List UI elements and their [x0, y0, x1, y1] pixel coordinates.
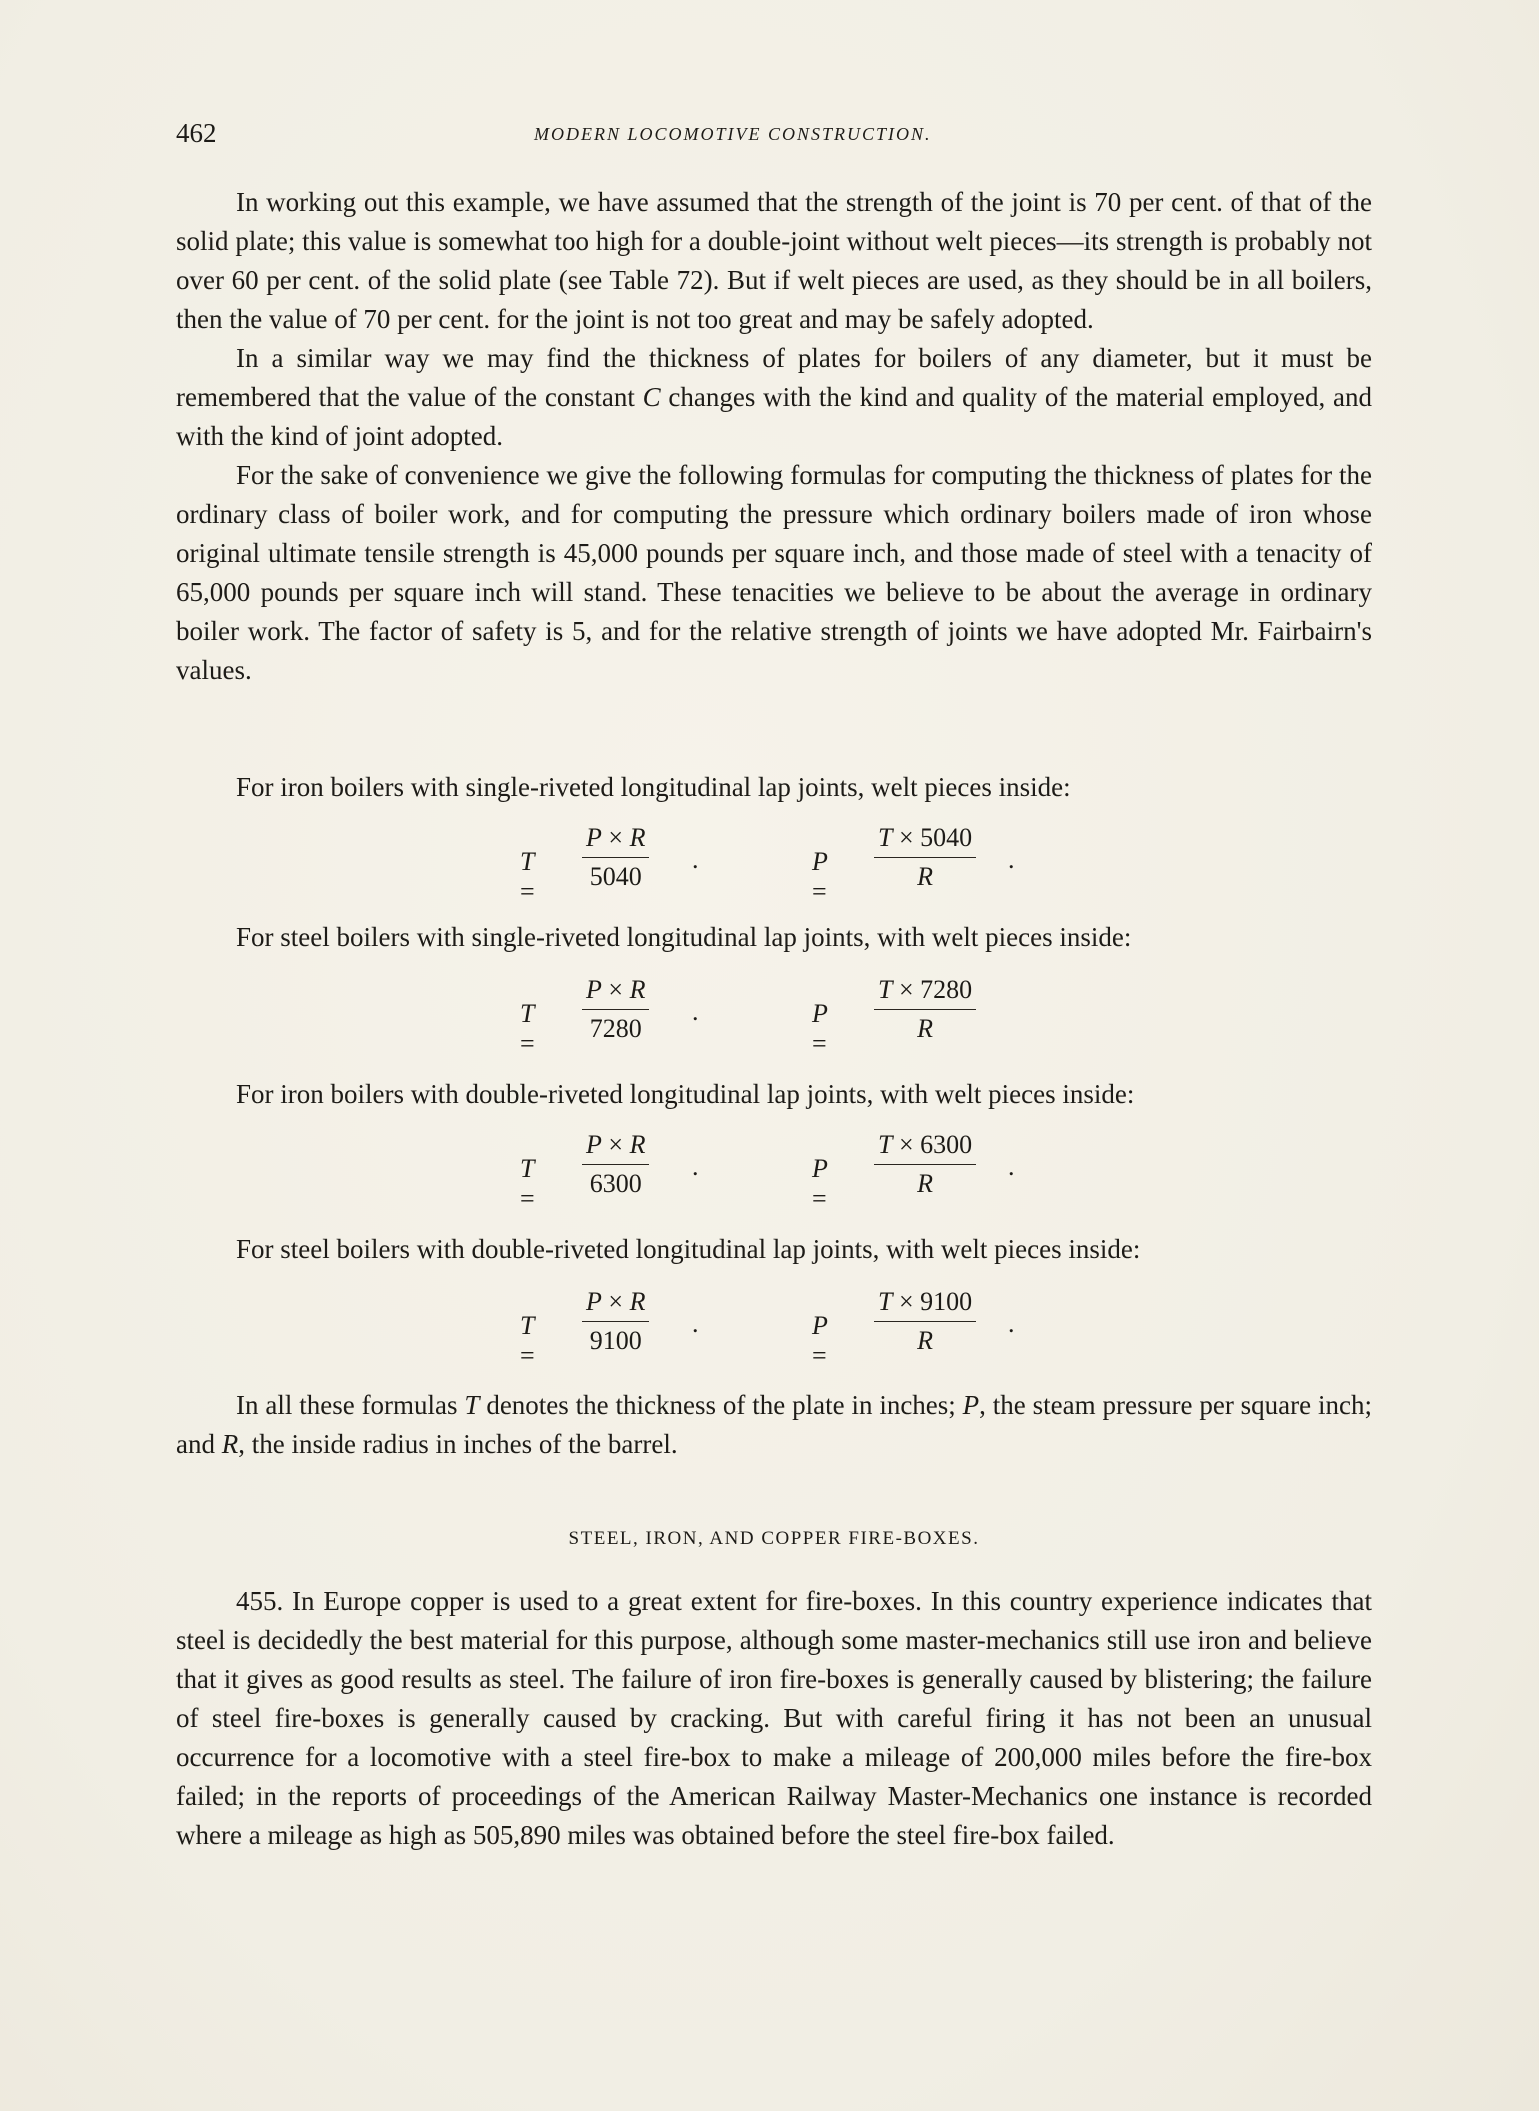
paragraph-1: In working out this example, we have assumed that the strength of the joint is 70 per cent. of that of the solid plate; this value is somewhat too high for a double-joint without welt pieces—its strength is probably not over 60 per cent. of the solid plate (see Table 72). But if welt pieces are used, as they should be in all boilers, then the value of 70 per cent. for the joint is not too great and may be safely adopted.: [176, 187, 1372, 334]
formula-caption-2-text: For steel boilers with single-riveted longitudinal lap joints, with welt pieces inside:: [236, 922, 1132, 952]
section-text: [176, 1582, 1372, 1855]
definitions-part-4: , the inside radius in inches of the barrel.: [238, 1429, 678, 1459]
equals-sign: =: [520, 877, 535, 906]
equals-sign: =: [812, 1029, 827, 1058]
symbol-p: P: [586, 1287, 602, 1316]
formula-caption-4-text: For steel boilers with double-riveted longitudinal lap joints, with welt pieces inside:: [236, 1234, 1141, 1264]
symbol-r: R: [629, 1130, 646, 1159]
constant-denominator: 9100: [589, 1326, 642, 1355]
symbol-p: P: [812, 1154, 828, 1183]
symbol-t: T: [464, 1390, 480, 1420]
times-sign: ×: [898, 1130, 914, 1159]
symbol-t: T: [878, 975, 893, 1004]
times-sign: ×: [608, 1130, 624, 1159]
times-sign: ×: [608, 1287, 624, 1316]
symbol-r: R: [917, 1326, 934, 1355]
formula-row-2: [520, 975, 1040, 1058]
constant-numerator: 5040: [920, 823, 973, 852]
running-head: [176, 118, 1376, 158]
constant-denominator: 5040: [589, 862, 642, 891]
pressure-fraction: [874, 1287, 976, 1356]
section-heading: STEEL, IRON, AND COPPER FIRE-BOXES.: [568, 1528, 980, 1549]
times-sign: ×: [898, 975, 914, 1004]
equals-sign: =: [520, 1184, 535, 1213]
times-sign: ×: [898, 1287, 914, 1316]
thickness-fraction: [582, 823, 649, 892]
symbol-t: T: [878, 823, 893, 852]
period: .: [692, 997, 699, 1026]
formula-caption-1: [176, 768, 1372, 807]
period: .: [692, 1309, 699, 1338]
equals-sign: =: [520, 1029, 535, 1058]
symbol-t: T: [520, 1154, 535, 1183]
times-sign: ×: [608, 823, 624, 852]
symbol-r: R: [917, 1014, 934, 1043]
symbol-p: P: [962, 1390, 980, 1420]
period: .: [692, 845, 699, 874]
symbol-r: R: [629, 823, 646, 852]
pressure-fraction: [874, 975, 976, 1044]
equals-sign: =: [812, 877, 827, 906]
formula-caption-1-text: For iron boilers with single-riveted longitudinal lap joints, welt pieces inside:: [236, 772, 1071, 802]
running-title: MODERN LOCOMOTIVE CONSTRUCTION.: [534, 124, 932, 144]
constant-denominator: 6300: [589, 1169, 642, 1198]
symbol-p: P: [812, 847, 828, 876]
period: .: [1008, 1309, 1015, 1338]
equals-sign: =: [520, 1341, 535, 1370]
thickness-fraction: [582, 1130, 649, 1199]
symbol-p: P: [586, 823, 602, 852]
constant-numerator: 6300: [920, 1130, 973, 1159]
pressure-fraction: [874, 823, 976, 892]
equals-sign: =: [812, 1184, 827, 1213]
section-paragraph: 455. In Europe copper is used to a great extent for fire-boxes. In this country experience indicates that steel is decidedly the best material for this purpose, although some master-mechanics still use iron and believe that it gives as good results as steel. The failure of iron fire-boxes is generally caused by blistering; the failure of steel fire-boxes is generally caused by cracking. But with careful firing it has not been an unusual occurrence for a locomotive with a steel fire-box to make a mileage of 200,000 miles before the fire-box failed; in the reports of proceedings of the American Railway Master-Mechanics one instance is recorded where a mileage as high as 505,890 miles was obtained before the steel fire-box failed.: [176, 1586, 1372, 1850]
formula-row-3: [520, 1130, 1040, 1213]
symbol-t: T: [520, 847, 535, 876]
equals-sign: =: [812, 1341, 827, 1370]
definitions-paragraph: [176, 1386, 1372, 1464]
symbol-p: P: [812, 999, 828, 1028]
formula-caption-4: [176, 1230, 1372, 1269]
symbol-t: T: [520, 1311, 535, 1340]
definitions-part-3: , the steam pressure per square inch; and: [176, 1390, 1373, 1459]
symbol-r: R: [917, 1169, 934, 1198]
times-sign: ×: [608, 975, 624, 1004]
symbol-p: P: [586, 975, 602, 1004]
intro-text: [176, 183, 1372, 690]
constant-c-symbol: C: [642, 382, 661, 412]
constant-denominator: 7280: [589, 1014, 642, 1043]
symbol-r: R: [221, 1429, 239, 1459]
pressure-fraction: [874, 1130, 976, 1199]
definitions-part-2: denotes the thickness of the plate in inches;: [479, 1390, 963, 1420]
symbol-r: R: [917, 862, 934, 891]
symbol-t: T: [520, 999, 535, 1028]
formula-row-4: [520, 1287, 1040, 1370]
symbol-p: P: [812, 1311, 828, 1340]
page-number: 462: [176, 118, 217, 148]
formula-caption-3: [176, 1075, 1372, 1114]
symbol-t: T: [878, 1287, 893, 1316]
paragraph-2: [176, 339, 1372, 456]
paragraph-2-start: In a similar way we may find the thickness of plates for boilers of any diameter, but it must be remembered that the value of the constant: [176, 343, 1372, 412]
period: .: [1008, 1152, 1015, 1181]
symbol-p: P: [586, 1130, 602, 1159]
formula-caption-3-text: For iron boilers with double-riveted longitudinal lap joints, with welt pieces inside:: [236, 1079, 1135, 1109]
symbol-r: R: [629, 1287, 646, 1316]
constant-numerator: 7280: [920, 975, 973, 1004]
constant-numerator: 9100: [920, 1287, 973, 1316]
formula-caption-2: [176, 918, 1372, 957]
times-sign: ×: [898, 823, 914, 852]
period: .: [1008, 845, 1015, 874]
symbol-t: T: [878, 1130, 893, 1159]
period: .: [692, 1152, 699, 1181]
definitions-text: [176, 1386, 1372, 1464]
thickness-fraction: [582, 1287, 649, 1356]
paragraph-2-end: changes with the kind and quality of the material employed, and with the kind of joint adopted.: [176, 382, 1372, 451]
formula-row-1: [520, 823, 1040, 906]
definitions-part-1: In all these formulas: [236, 1390, 465, 1420]
thickness-fraction: [582, 975, 649, 1044]
symbol-r: R: [629, 975, 646, 1004]
paragraph-3: For the sake of convenience we give the following formulas for computing the thickness of plates for the ordinary class of boiler work, and for computing the pressure which ordinary boilers made of iron whose original ultimate tensile strength is 45,000 pounds per square inch, and those made of steel with a tenacity of 65,000 pounds per square inch will stand. These tenacities we believe to be about the average in ordinary boiler work. The factor of safety is 5, and for the relative strength of joints we have adopted Mr. Fairbairn's values.: [176, 460, 1372, 685]
